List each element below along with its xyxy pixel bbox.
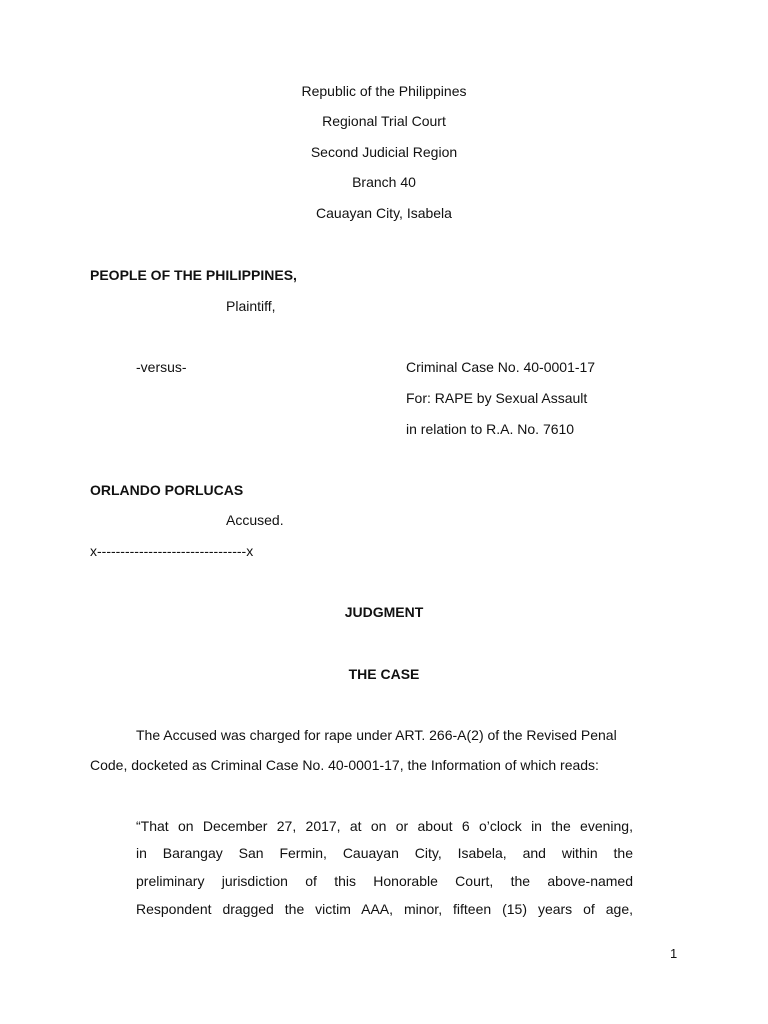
- quote-line-4: Respondent dragged the victim AAA, minor, fifteen (15) years of age,: [136, 901, 633, 917]
- header-republic: Republic of the Philippines: [301, 83, 467, 99]
- case-relation: in relation to R.A. No. 7610: [406, 421, 575, 437]
- header-region: Second Judicial Region: [310, 144, 458, 160]
- caption-separator: x--------------------------------x: [90, 543, 254, 559]
- judgment-title: JUDGMENT: [344, 604, 424, 620]
- plaintiff-role: Plaintiff,: [226, 298, 276, 314]
- plaintiff-name: PEOPLE OF THE PHILIPPINES,: [90, 267, 297, 283]
- versus-label: -versus-: [136, 359, 187, 375]
- accused-role: Accused.: [226, 512, 284, 528]
- quote-line-2: in Barangay San Fermin, Cauayan City, Isabela, and within the: [136, 845, 633, 861]
- the-case-heading: THE CASE: [348, 666, 420, 682]
- case-number: Criminal Case No. 40-0001-17: [406, 359, 596, 375]
- accused-name: ORLANDO PORLUCAS: [90, 482, 244, 498]
- header-city: Cauayan City, Isabela: [316, 205, 452, 221]
- page-number: 1: [670, 946, 678, 961]
- paragraph-1-line-1: The Accused was charged for rape under ART. 266-A(2) of the Revised Penal: [136, 727, 617, 743]
- quote-line-3: preliminary jurisdiction of this Honorable Court, the above-named: [136, 873, 633, 889]
- quote-line-1: “That on December 27, 2017, at on or about 6 o’clock in the evening,: [136, 818, 633, 834]
- paragraph-1-line-2: Code, docketed as Criminal Case No. 40-0001-17, the Information of which reads:: [90, 757, 599, 773]
- header-branch: Branch 40: [352, 174, 416, 190]
- header-court: Regional Trial Court: [322, 113, 446, 129]
- case-charge: For: RAPE by Sexual Assault: [406, 390, 588, 406]
